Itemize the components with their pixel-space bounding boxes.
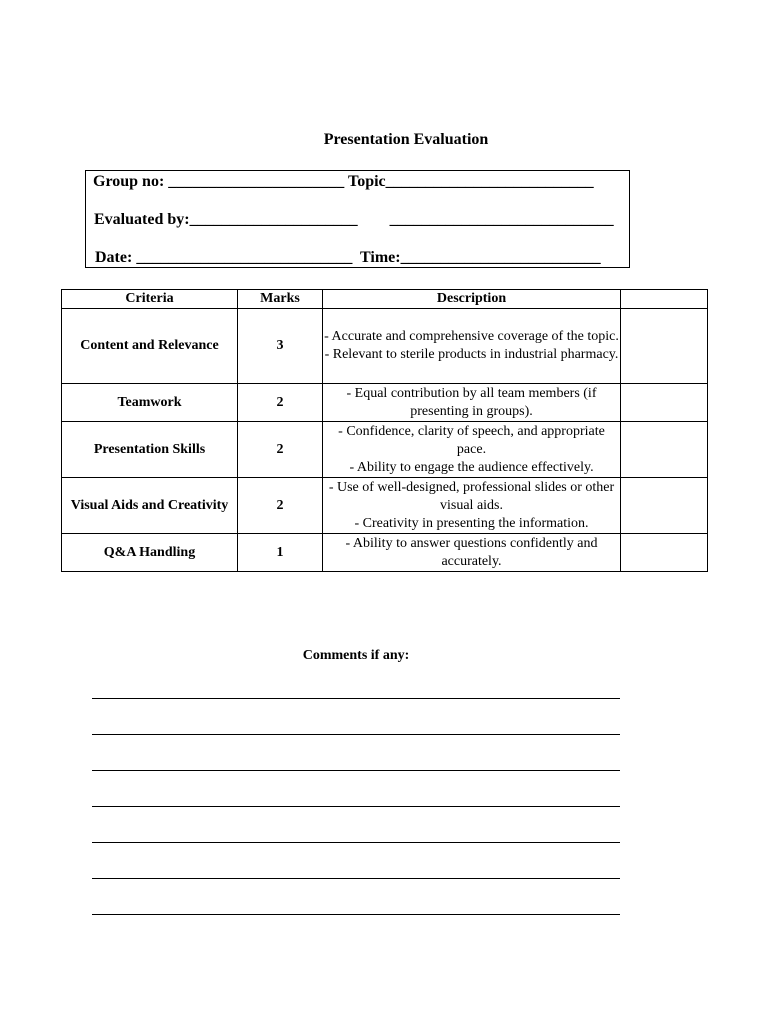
evaluated-by-line: Evaluated by:_____________________ ____________________________ [94, 211, 614, 228]
marks-cell: 2 [238, 384, 323, 422]
page-title: Presentation Evaluation [323, 131, 489, 148]
score-cell[interactable] [621, 422, 708, 478]
table-row [62, 478, 708, 534]
comment-line[interactable] [92, 878, 620, 879]
description-text: - Confidence, clarity of speech, and appropriate pace. [338, 423, 605, 457]
marks-cell: 2 [238, 422, 323, 478]
date-time-line: Date: ___________________________ Time:_________________________ [95, 249, 601, 266]
criteria-cell: Content and Relevance [62, 309, 238, 384]
header-score [621, 290, 708, 309]
comment-line[interactable] [92, 734, 620, 735]
comment-line[interactable] [92, 914, 620, 915]
score-cell[interactable] [621, 478, 708, 534]
description-text: - Relevant to sterile products in industrial pharmacy. [324, 347, 619, 362]
description-cell [323, 384, 621, 422]
group-topic-line: Group no: ______________________ Topic__________________________ [93, 173, 594, 190]
description-text: - Use of well-designed, professional slides or other visual aids. [328, 479, 615, 513]
score-cell[interactable] [621, 534, 708, 572]
evaluation-info-box [85, 170, 630, 268]
description-text: - Ability to engage the audience effectively. [349, 459, 594, 475]
table-row [62, 309, 708, 384]
table-row [62, 534, 708, 572]
criteria-table [61, 289, 708, 572]
marks-cell: 2 [238, 478, 323, 534]
comment-line[interactable] [92, 806, 620, 807]
description-cell [323, 309, 621, 384]
table-row [62, 384, 708, 422]
marks-cell: 1 [238, 534, 323, 572]
description-cell [323, 534, 621, 572]
description-text: - Creativity in presenting the information. [354, 515, 589, 531]
score-cell[interactable] [621, 309, 708, 384]
comment-line[interactable] [92, 770, 620, 771]
criteria-cell: Presentation Skills [62, 422, 238, 478]
comment-line[interactable] [92, 842, 620, 843]
description-text: - Equal contribution by all team members (if presenting in groups). [346, 385, 597, 419]
comment-line[interactable] [92, 698, 620, 699]
header-description: Description [323, 290, 621, 309]
description-text: - Ability to answer questions confidently and accurately. [345, 535, 598, 569]
table-header-row [62, 290, 708, 309]
header-criteria: Criteria [62, 290, 238, 309]
score-cell[interactable] [621, 384, 708, 422]
description-cell [323, 422, 621, 478]
criteria-cell: Teamwork [62, 384, 238, 422]
criteria-cell: Visual Aids and Creativity [62, 478, 238, 534]
marks-cell: 3 [238, 309, 323, 384]
description-text: - Accurate and comprehensive coverage of the topic. [324, 329, 619, 344]
header-marks: Marks [238, 290, 323, 309]
table-row [62, 422, 708, 478]
description-cell [323, 478, 621, 534]
comments-label: Comments if any: [302, 648, 410, 663]
criteria-cell: Q&A Handling [62, 534, 238, 572]
